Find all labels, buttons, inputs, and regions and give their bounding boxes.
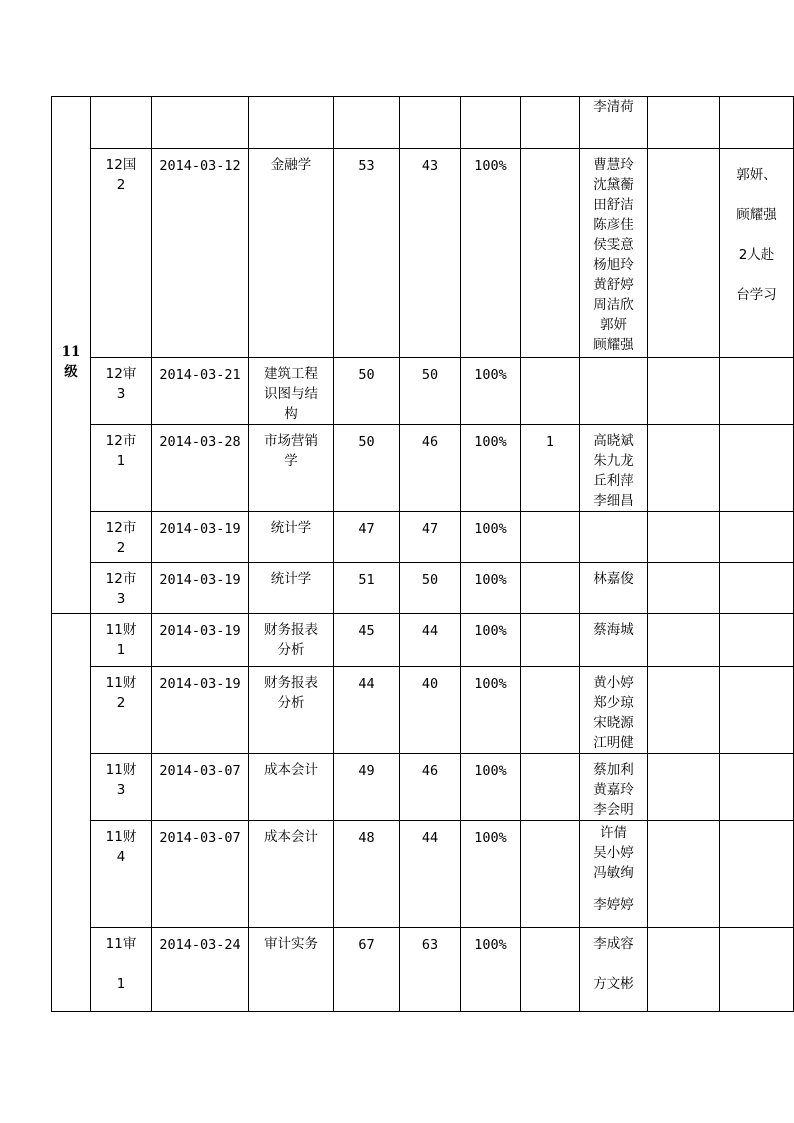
course-cell — [249, 149, 334, 358]
cell-lines — [91, 425, 151, 471]
cell-line: 金融学 — [270, 157, 312, 173]
cell-line: 建筑工程 — [264, 366, 318, 382]
cell-lines — [720, 358, 793, 364]
remark-cell — [720, 754, 794, 821]
extra-cell — [521, 614, 580, 667]
n1-cell — [334, 512, 400, 563]
cell-value: 45 — [358, 623, 375, 639]
cell-lines — [91, 614, 151, 660]
cell-line: 顾耀强 — [736, 207, 777, 223]
attendance-table — [51, 96, 794, 1012]
cell-line: 2014-03-21 — [159, 367, 241, 383]
course-cell — [249, 667, 334, 754]
pct-cell — [461, 614, 521, 667]
cell-lines — [580, 754, 647, 820]
cell-lines — [249, 512, 333, 538]
cell-line: 财务报表 — [264, 622, 318, 638]
cell-line: 江明健 — [593, 735, 634, 751]
cell-line: 分析 — [277, 695, 305, 711]
course-cell — [249, 358, 334, 425]
cell-lines — [720, 563, 793, 569]
grade-11-cell — [52, 344, 91, 1012]
cell-line: 陈彦佳 — [593, 217, 634, 233]
table-row — [52, 667, 794, 754]
table-row — [52, 358, 794, 425]
cell-lines — [249, 425, 333, 471]
remark-cell — [720, 614, 794, 667]
cell-value: 53 — [358, 158, 375, 174]
cell-lines — [152, 754, 248, 781]
blank-cell — [648, 358, 720, 425]
cell-line: 高晓斌 — [593, 433, 634, 449]
class-cell — [91, 149, 152, 358]
class-cell — [91, 821, 152, 928]
date-cell — [152, 563, 249, 614]
remark-cell — [720, 149, 794, 358]
cell-lines — [152, 425, 248, 452]
class-cell — [91, 754, 152, 821]
cell-lines — [249, 928, 333, 954]
table-row — [52, 754, 794, 821]
remark-cell — [720, 97, 794, 149]
cell-line: 2 — [116, 695, 126, 711]
cell-line: 1 — [116, 453, 126, 469]
cell-lines — [249, 563, 333, 589]
blank-cell — [648, 512, 720, 563]
table-row — [52, 928, 794, 1012]
n2-cell — [400, 667, 461, 754]
names-cell — [580, 821, 648, 928]
cell-line: 李清荷 — [593, 99, 634, 115]
extra-cell — [521, 563, 580, 614]
cell-line: 3 — [116, 591, 126, 607]
n1-cell — [334, 928, 400, 1012]
n1-cell — [334, 358, 400, 425]
cell-line: 宋晓源 — [593, 715, 634, 731]
cell-lines — [720, 425, 793, 431]
class-cell — [91, 563, 152, 614]
n2-cell — [400, 754, 461, 821]
cell-line: 林嘉俊 — [593, 571, 634, 587]
cell-line: 田舒洁 — [593, 197, 634, 213]
cell-line: 2014-03-19 — [159, 676, 241, 692]
names-cell — [580, 512, 648, 563]
cell-line: 蔡海城 — [593, 622, 634, 638]
remark-cell — [720, 563, 794, 614]
cell-lines — [91, 149, 151, 195]
cell-line: 11财 — [105, 675, 137, 691]
cell-lines — [152, 563, 248, 590]
grade-label — [52, 342, 90, 382]
n1-cell — [334, 97, 400, 149]
n1-cell — [334, 563, 400, 614]
cell-line: 统计学 — [270, 571, 312, 587]
cell-line: 顾耀强 — [593, 337, 634, 353]
course-cell — [249, 821, 334, 928]
cell-value: 67 — [358, 937, 375, 953]
n1-cell — [334, 425, 400, 512]
cell-lines — [580, 667, 647, 753]
cell-lines — [91, 667, 151, 713]
names-cell — [580, 149, 648, 358]
cell-lines — [91, 563, 151, 609]
pct-cell — [461, 358, 521, 425]
extra-cell — [521, 754, 580, 821]
cell-value: 40 — [421, 676, 439, 692]
cell-value: 50 — [421, 367, 439, 383]
n1-cell — [334, 821, 400, 928]
cell-line: 2014-03-07 — [159, 763, 241, 779]
class-cell — [91, 512, 152, 563]
course-cell — [249, 614, 334, 667]
cell-line: 统计学 — [270, 520, 312, 536]
table-row — [52, 614, 794, 667]
cell-value: 50 — [421, 572, 439, 588]
cell-line: 1 — [116, 642, 126, 658]
remark-cell — [720, 667, 794, 754]
cell-lines — [720, 667, 793, 673]
course-cell — [249, 563, 334, 614]
class-cell — [91, 928, 152, 1012]
cell-lines — [720, 754, 793, 760]
pct-cell — [461, 97, 521, 149]
extra-cell — [521, 97, 580, 149]
cell-value: 44 — [358, 676, 375, 692]
cell-lines — [580, 425, 647, 511]
date-cell — [152, 512, 249, 563]
cell-line: 学 — [284, 453, 298, 469]
blank-cell — [648, 149, 720, 358]
remark-cell — [720, 358, 794, 425]
remark-cell — [720, 425, 794, 512]
pct-cell — [461, 563, 521, 614]
cell-line: 12市 — [105, 433, 137, 449]
names-cell — [580, 425, 648, 512]
blank-cell — [648, 754, 720, 821]
blank-cell — [648, 614, 720, 667]
cell-line: 市场营销 — [264, 433, 318, 449]
table-row — [52, 97, 794, 149]
cell-line: 郭妍、 — [736, 167, 777, 183]
table-row — [52, 425, 794, 512]
cell-line: 冯敏绚 — [593, 865, 634, 881]
cell-line: 沈黛蘅 — [593, 177, 634, 193]
pct-cell — [461, 425, 521, 512]
extra-cell — [521, 928, 580, 1012]
cell-lines — [249, 754, 333, 780]
cell-line: 12市 — [105, 571, 137, 587]
cell-line: 2人赴 — [738, 247, 775, 263]
cell-line: 财务报表 — [264, 675, 318, 691]
table-row — [52, 512, 794, 563]
extra-cell — [521, 821, 580, 928]
cell-lines — [249, 821, 333, 847]
grade-suffix: 级 — [64, 364, 78, 380]
n1-cell — [334, 614, 400, 667]
cell-lines — [249, 149, 333, 175]
remark-cell — [720, 821, 794, 928]
extra-cell — [521, 358, 580, 425]
cell-lines — [720, 149, 793, 315]
cell-line: 郑少琼 — [593, 695, 634, 711]
names-cell — [580, 928, 648, 1012]
table-row — [52, 563, 794, 614]
names-cell — [580, 667, 648, 754]
cell-line: 12市 — [105, 520, 137, 536]
cell-line: 成本会计 — [264, 762, 318, 778]
remark-cell — [720, 928, 794, 1012]
date-cell — [152, 754, 249, 821]
cell-line: 李会明 — [593, 802, 634, 818]
cell-value: 100% — [474, 367, 507, 383]
date-cell — [152, 667, 249, 754]
cell-line: 曹慧玲 — [593, 157, 634, 173]
cell-lines — [152, 512, 248, 539]
cell-value: 100% — [474, 158, 507, 174]
cell-line: 2 — [116, 177, 126, 193]
course-cell — [249, 512, 334, 563]
date-cell — [152, 97, 249, 149]
pct-cell — [461, 667, 521, 754]
cell-lines — [580, 563, 647, 589]
cell-value: 100% — [474, 521, 507, 537]
cell-line: 丘利萍 — [593, 473, 634, 489]
cell-line: 朱九龙 — [593, 453, 634, 469]
cell-lines — [249, 614, 333, 660]
cell-lines — [720, 821, 793, 827]
cell-value: 100% — [474, 623, 507, 639]
date-cell — [152, 149, 249, 358]
table-row — [52, 149, 794, 358]
extra-cell — [521, 667, 580, 754]
extra-cell — [521, 149, 580, 358]
cell-value: 100% — [474, 830, 507, 846]
class-cell — [91, 425, 152, 512]
blank-cell — [648, 425, 720, 512]
class-cell — [91, 667, 152, 754]
cell-lines — [720, 928, 793, 934]
pct-cell — [461, 754, 521, 821]
cell-line: 11审 — [105, 936, 137, 952]
cell-value: 100% — [474, 676, 507, 692]
cell-line: 分析 — [277, 642, 305, 658]
class-cell — [91, 358, 152, 425]
date-cell — [152, 821, 249, 928]
date-cell — [152, 425, 249, 512]
cell-lines — [152, 821, 248, 848]
blank-cell — [648, 928, 720, 1012]
cell-line: 识图与结 — [264, 386, 318, 402]
n1-cell — [334, 149, 400, 358]
cell-lines — [580, 614, 647, 640]
class-cell — [91, 97, 152, 149]
cell-value: 100% — [474, 763, 507, 779]
cell-lines — [249, 97, 333, 103]
cell-lines — [249, 667, 333, 713]
cell-line: 4 — [116, 849, 126, 865]
cell-line: 李成容 — [593, 936, 634, 952]
cell-line: 蔡加利 — [593, 762, 634, 778]
cell-line: 李婷婷 — [593, 897, 634, 913]
extra-cell — [521, 425, 580, 512]
cell-line: 许倩 — [600, 825, 627, 841]
cell-value: 51 — [358, 572, 375, 588]
cell-line: 3 — [116, 386, 126, 402]
table-row — [52, 821, 794, 928]
cell-line: 11财 — [105, 762, 137, 778]
cell-lines — [91, 512, 151, 558]
cell-lines — [720, 97, 793, 103]
pct-cell — [461, 821, 521, 928]
cell-line: 成本会计 — [264, 829, 318, 845]
cell-line: 2014-03-19 — [159, 623, 241, 639]
cell-value: 100% — [474, 937, 507, 953]
n1-cell — [334, 754, 400, 821]
cell-value: 50 — [358, 367, 375, 383]
cell-line: 11财 — [105, 829, 137, 845]
n2-cell — [400, 614, 461, 667]
cell-line: 11财 — [105, 622, 137, 638]
cell-value: 48 — [358, 830, 375, 846]
cell-line: 李细昌 — [593, 493, 634, 509]
n2-cell — [400, 358, 461, 425]
course-cell — [249, 425, 334, 512]
cell-lines — [152, 667, 248, 694]
cell-line: 1 — [116, 976, 126, 992]
cell-line: 2014-03-07 — [159, 830, 241, 846]
cell-line: 2014-03-12 — [159, 158, 241, 174]
cell-line: 构 — [284, 406, 298, 422]
cell-line: 郭妍 — [600, 317, 627, 333]
cell-line: 周洁欣 — [593, 297, 634, 313]
n2-cell — [400, 97, 461, 149]
cell-line: 台学习 — [736, 287, 777, 303]
cell-line: 黄小婷 — [593, 675, 634, 691]
cell-lines — [580, 358, 647, 364]
blank-cell — [648, 821, 720, 928]
cell-value: 49 — [358, 763, 375, 779]
cell-lines — [152, 97, 248, 104]
cell-line: 3 — [116, 782, 126, 798]
pct-cell — [461, 149, 521, 358]
class-cell — [91, 614, 152, 667]
cell-line: 2014-03-19 — [159, 521, 241, 537]
cell-lines — [152, 149, 248, 176]
cell-value: 46 — [421, 434, 439, 450]
cell-line: 吴小婷 — [593, 845, 634, 861]
cell-value: 63 — [421, 937, 439, 953]
cell-value: 100% — [474, 434, 507, 450]
date-cell — [152, 928, 249, 1012]
cell-line: 12国 — [105, 157, 137, 173]
course-cell — [249, 928, 334, 1012]
n2-cell — [400, 425, 461, 512]
names-cell — [580, 754, 648, 821]
cell-lines — [152, 358, 248, 385]
cell-lines — [91, 358, 151, 404]
cell-lines — [91, 754, 151, 800]
cell-line: 杨旭玲 — [593, 257, 634, 273]
cell-lines — [152, 614, 248, 641]
cell-lines — [720, 512, 793, 518]
pct-cell — [461, 512, 521, 563]
cell-value: 47 — [421, 521, 439, 537]
cell-line: 2014-03-28 — [159, 434, 241, 450]
cell-lines — [91, 97, 151, 103]
cell-line: 12审 — [105, 366, 137, 382]
n2-cell — [400, 512, 461, 563]
cell-line: 方文彬 — [593, 976, 634, 992]
cell-line: 黄舒婷 — [593, 277, 634, 293]
course-cell — [249, 754, 334, 821]
extra-cell — [521, 512, 580, 563]
cell-value: 46 — [421, 763, 439, 779]
cell-line: 2 — [116, 540, 126, 556]
n2-cell — [400, 928, 461, 1012]
cell-lines — [249, 358, 333, 424]
cell-value: 1 — [545, 434, 555, 450]
cell-lines — [720, 614, 793, 620]
cell-value: 100% — [474, 572, 507, 588]
blank-cell — [648, 97, 720, 149]
n1-cell — [334, 667, 400, 754]
cell-value: 44 — [421, 830, 439, 846]
names-cell — [580, 563, 648, 614]
date-cell — [152, 358, 249, 425]
cell-line: 黄嘉玲 — [593, 782, 634, 798]
names-cell — [580, 614, 648, 667]
cell-line: 审计实务 — [264, 936, 318, 952]
cell-line: 2014-03-24 — [159, 937, 241, 953]
remark-cell — [720, 512, 794, 563]
n2-cell — [400, 149, 461, 358]
cell-line: 2014-03-19 — [159, 572, 241, 588]
cell-lines — [580, 512, 647, 518]
grade-number: 11 — [61, 344, 81, 360]
cell-lines — [580, 149, 647, 355]
cell-value: 43 — [421, 158, 439, 174]
n2-cell — [400, 563, 461, 614]
cell-value: 44 — [421, 623, 439, 639]
cell-lines — [91, 821, 151, 867]
blank-cell — [648, 563, 720, 614]
cell-value: 50 — [358, 434, 375, 450]
pct-cell — [461, 928, 521, 1012]
course-cell — [249, 97, 334, 149]
date-cell — [152, 614, 249, 667]
n2-cell — [400, 821, 461, 928]
cell-line: 侯雯意 — [593, 237, 634, 253]
cell-lines — [152, 928, 248, 955]
blank-cell — [648, 667, 720, 754]
cell-value: 47 — [358, 521, 375, 537]
names-cell — [580, 97, 648, 149]
names-cell — [580, 358, 648, 425]
